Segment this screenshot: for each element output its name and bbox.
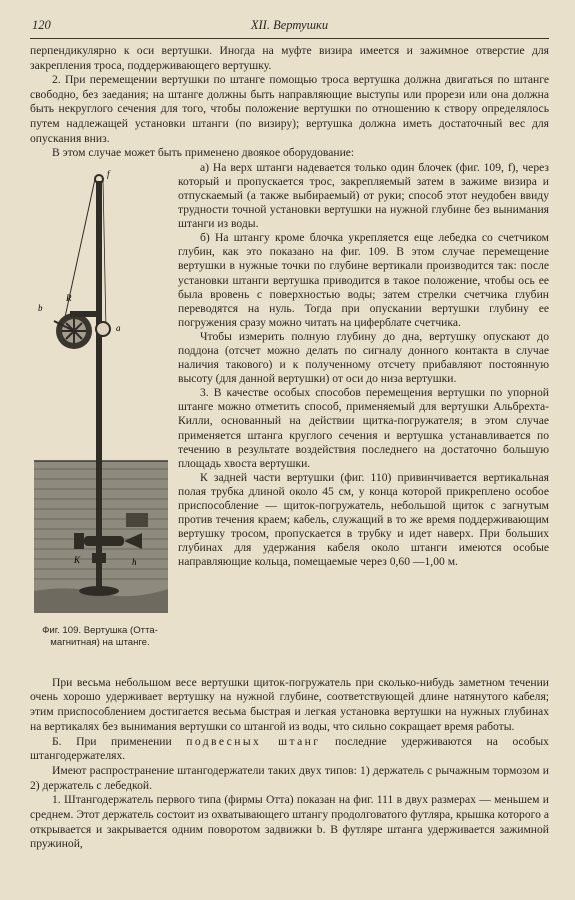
paragraph-suspended-rods <box>30 735 549 764</box>
label-R: R <box>66 292 72 303</box>
paragraph-item-3: 3. В качестве особых способов перемещения вертушки по упорной штанге можно отметить способ, применяемый для вертушки Альбрехта-Килли, основанный на действии щитка-погружателя; в этом случае применяется штанга круглого сечения и вертушка устанавливается по течению в результате воздействия последнего на достаточно большую площадь хвоста вертушки. <box>178 386 549 470</box>
depth-counter <box>96 322 110 336</box>
spaced-term: подвесных штанг <box>186 734 321 748</box>
label-b: b <box>38 302 43 313</box>
bottom-text-block <box>30 676 549 852</box>
cable-left <box>62 179 95 331</box>
figure-and-text-block <box>30 161 549 676</box>
right-text-column <box>178 161 549 570</box>
base-plate <box>79 586 119 596</box>
paragraph-holder-1: 1. Штангодержатель первого типа (фирмы Отта) показан на фиг. 111 в двух размерах — меньшем и среднем. Этот держатель состоит из охватывающего штангу продолговатого футляра, крышка которого a открывается и закрывается одним поворотом задвижки b. В футляре штанга удерживается зажимной пружиной, <box>30 793 549 851</box>
header-rule <box>30 38 549 39</box>
paragraph-holder-types: Имеют распространение штангодержатели таких двух типов: 1) держатель с рычажным тормозом и 2) держатель с лебедкой. <box>30 763 549 792</box>
paragraph-b-end: последние удерживаются на особых штангодержателях. <box>30 734 549 763</box>
meter-fin <box>126 513 148 527</box>
paragraph-continuation: перпендикулярно к оси вертушки. Иногда на муфте визира имеется и зажимное отверстие для закрепления троса, поддерживающего вертушку. <box>30 44 549 72</box>
current-meter-on-rod-illustration <box>30 161 170 621</box>
rod <box>96 181 102 589</box>
paragraph-option-b: б) На штангу кроме блочка укрепляется еще лебедка со счетчиком глубин, как это показано на фиг. 109. В этом случае перемещение вертушки в нужные точки по глубине вертикали производится так: после установки штанги вертушка приводится в такое положение, чтобы ось ее была вровень с поверхностью воды; затем стрелки счетчика глубин переводятся на нуль. Тогда при опускании вертушки глубину ее погружения сразу можно читать на циферблате счетчика. <box>178 231 549 329</box>
label-a: a <box>116 322 121 333</box>
paragraph-equipment-intro: В этом случае может быть применено двоякое оборудование: <box>52 146 355 160</box>
meter-body <box>84 536 124 546</box>
page-number: 120 <box>32 18 51 32</box>
paragraph-b-start: Б. При применении <box>52 734 172 748</box>
cable-right <box>103 179 106 331</box>
paragraph-full-depth: Чтобы измерить полную глубину до дна, вертушку опускают до поддона (отсчет можно делать по сигналу донного контакта в случае наличия такового) и к полученному отсчету прибавляют постоянную высоту (для данной вертушки) от оси до низа вертушки. <box>178 329 549 386</box>
running-title: XII. Вертушки <box>250 18 329 32</box>
paragraph-fig-110: К задней части вертушки (фиг. 110) привинчивается вертикальная полая трубка длиной около 45 см, у конца которой прикреплено особое приспособление — щиток-погружатель, небольшой щиток с загнутым против течения краем; кабель, служащий в то же время поддерживающим вертушку тросом, пропускается в трубку и идет наверх. При больших глубинах для удержания кабеля около штанги имеются особые направляющие кольца, помещаемые через 0,60 —1,00 м. <box>178 470 549 569</box>
winch-bracket <box>70 311 100 317</box>
label-f: f <box>107 168 110 179</box>
page-header <box>30 16 549 38</box>
paragraph-option-a: а) На верх штанги надевается только один блочек (фиг. 109, f), через который и пропускается трос, закрепляемый затем в зажиме визира и отпускаемый (а также выбираемый) от руки; способ этот неудобен ввиду трудности точной установки вертушки на нужной глубине без вынимания штанги из воды. <box>178 160 549 231</box>
figure-109 <box>30 161 170 649</box>
paragraph-item-2: 2. При перемещении вертушки по штанге помощью троса вертушка должна двигаться по штанге свободно, без заедания; на штанге должны быть направляющие выступы или прорези или она должна быть некруглого сечения для того, чтобы положение вертушки по отношению к створу определялось путем надлежащей установки штанги (по визиру); вертушка должна иметь достаточный вес для опускания вниз. <box>30 73 549 145</box>
figure-caption: Фиг. 109. Вертушка (Отта-магнитная) на штанге. <box>42 624 158 648</box>
clamp <box>92 553 106 563</box>
paragraph-shield-weight: При весьма небольшом весе вертушки щиток-погружатель при сколько-нибудь заметном течении очень хорошо удерживает вертушку на нужной глубине, соответствующей длине натянутого кабеля; этим приспособлением достигается весьма быстрая и легкая установка вертушки на нужных глубинах на вертикалях без вынимания вертушки со штангой из воды, что сильно сокращает время работы. <box>30 675 549 733</box>
label-h: h <box>132 556 137 567</box>
label-K: K <box>74 554 81 565</box>
meter-propeller <box>74 533 84 549</box>
